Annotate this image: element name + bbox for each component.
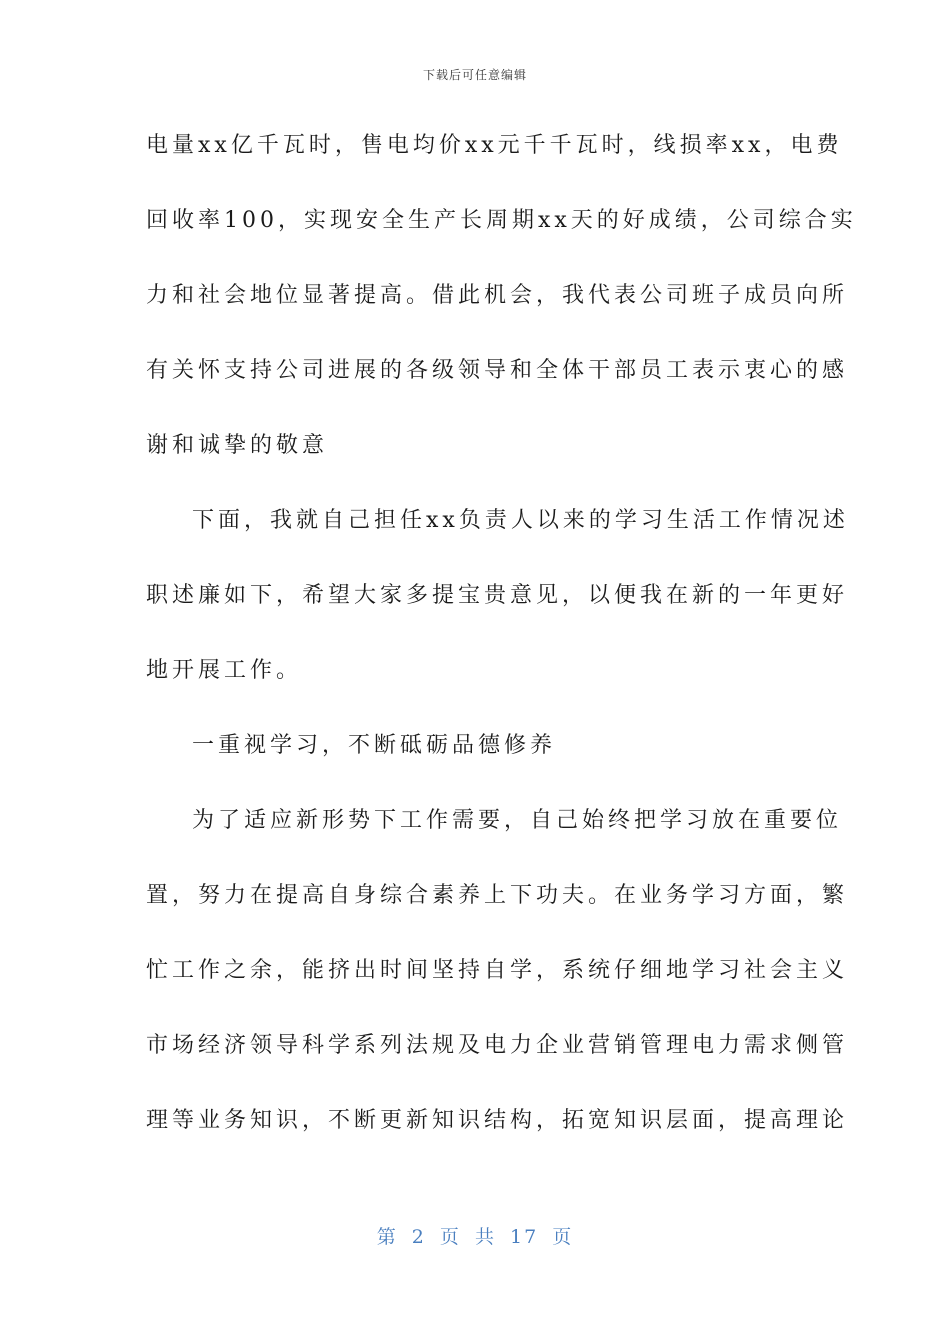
text-line: 电量xx亿千瓦时，售电均价xx元千千瓦时，线损率xx，电费 [146,133,843,158]
text-line: 市场经济领导科学系列法规及电力企业营销管理电力需求侧管 [146,1033,849,1058]
text-line: 力和社会地位显著提高。借此机会，我代表公司班子成员向所 [146,283,849,308]
paragraph-start-line: 下面，我就自己担任xx负责人以来的学习生活工作情况述 [192,508,849,533]
text-line: 地开展工作。 [146,658,303,683]
document-body [146,118,857,1168]
text-line: 职述廉如下，希望大家多提宝贵意见，以便我在新的一年更好 [146,583,849,608]
text-line: 忙工作之余，能挤出时间坚持自学，系统仔细地学习社会主义 [146,958,849,983]
paragraph-start-line: 为了适应新形势下工作需要，自己始终把学习放在重要位 [192,808,843,833]
page-header: 下载后可任意编辑 [422,68,527,82]
text-line: 谢和诚挚的敬意 [146,433,329,458]
text-line: 有关怀支持公司进展的各级领导和全体干部员工表示衷心的感 [146,358,849,383]
text-line: 回收率100，实现安全生产长周期xx天的好成绩，公司综合实 [146,208,857,233]
text-line: 置，努力在提高自身综合素养上下功夫。在业务学习方面，繁 [146,883,849,908]
text-line: 理等业务知识，不断更新知识结构，拓宽知识层面，提高理论 [146,1108,849,1133]
page-number-footer: 第 2 页 共 17 页 [376,1226,574,1248]
section-heading: 一重视学习，不断砥砺品德修养 [192,733,557,758]
